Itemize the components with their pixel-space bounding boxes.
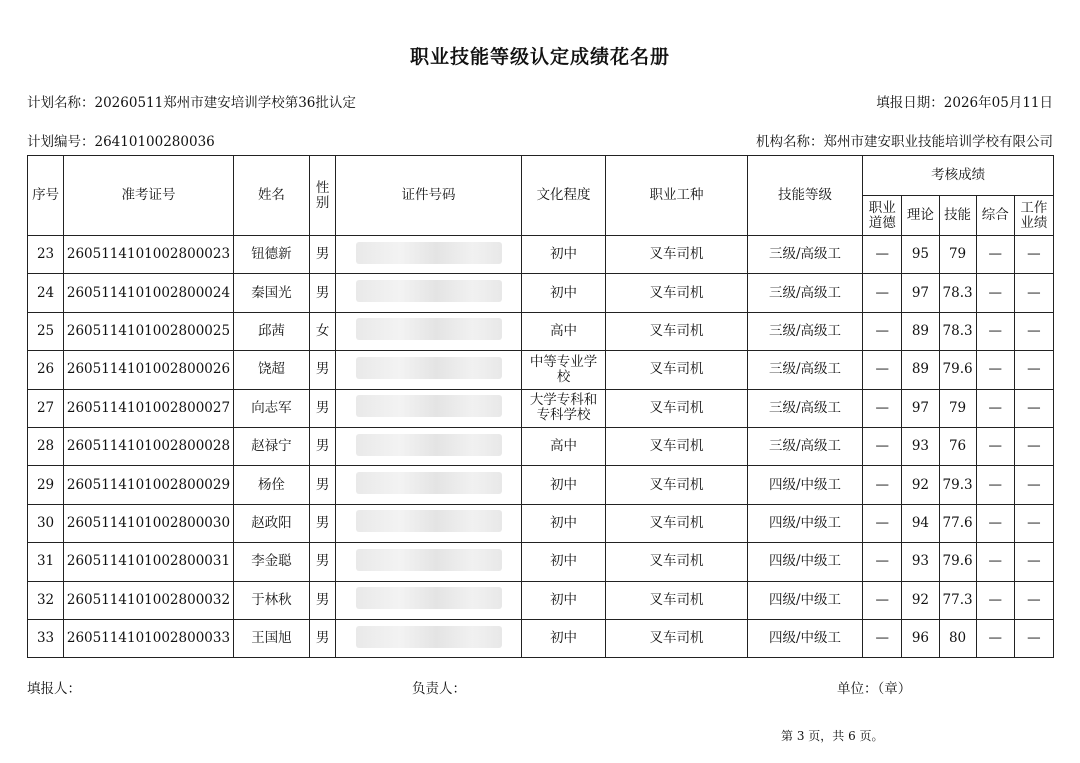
redacted-id-block <box>356 587 502 609</box>
education-cell: 初中 <box>521 466 605 504</box>
skill-level-cell: 三级/高级工 <box>747 312 862 350</box>
table-row <box>28 236 1054 274</box>
gender-cell: 男 <box>310 504 336 542</box>
score-table <box>27 155 1054 658</box>
work-score-cell: — <box>1014 543 1053 581</box>
filler-label: 填报人： <box>27 681 81 697</box>
skill-score-cell: 79.6 <box>939 351 976 389</box>
work-score-cell: — <box>1014 274 1053 312</box>
theory-score-cell: 95 <box>902 236 939 274</box>
name-cell: 秦国光 <box>233 274 309 312</box>
table-row <box>28 466 1054 504</box>
header-ethics: 职业道德 <box>863 196 902 236</box>
report-date: 填报日期：2026年05月11日 <box>876 95 1053 111</box>
education-cell: 大学专科和专科学校 <box>521 389 605 427</box>
seq-cell: 31 <box>28 543 64 581</box>
name-cell: 赵政阳 <box>233 504 309 542</box>
name-cell: 杨佺 <box>233 466 309 504</box>
occupation-cell: 叉车司机 <box>606 543 748 581</box>
theory-score-cell: 97 <box>902 274 939 312</box>
theory-score-cell: 92 <box>902 466 939 504</box>
name-cell: 饶超 <box>233 351 309 389</box>
id-no-cell <box>336 312 522 350</box>
id-no-cell <box>336 581 522 619</box>
occupation-cell: 叉车司机 <box>606 312 748 350</box>
table-row <box>28 504 1054 542</box>
skill-level-cell: 四级/中级工 <box>747 581 862 619</box>
occupation-cell: 叉车司机 <box>606 427 748 465</box>
header-overall: 综合 <box>976 196 1014 236</box>
seq-cell: 30 <box>28 504 64 542</box>
education-cell: 初中 <box>521 543 605 581</box>
id-no-cell <box>336 504 522 542</box>
occupation-cell: 叉车司机 <box>606 389 748 427</box>
seq-cell: 25 <box>28 312 64 350</box>
name-cell: 邱茜 <box>233 312 309 350</box>
header-seq: 序号 <box>28 156 64 236</box>
name-cell: 向志军 <box>233 389 309 427</box>
seq-cell: 33 <box>28 619 64 657</box>
redacted-id-block <box>356 280 502 302</box>
overall-score-cell: — <box>976 236 1014 274</box>
education-cell: 高中 <box>521 312 605 350</box>
occupation-cell: 叉车司机 <box>606 351 748 389</box>
occupation-cell: 叉车司机 <box>606 504 748 542</box>
header-occupation: 职业工种 <box>606 156 748 236</box>
exam-no-cell: 2605114101002800033 <box>64 619 234 657</box>
table-row <box>28 351 1054 389</box>
seq-cell: 29 <box>28 466 64 504</box>
skill-score-cell: 76 <box>939 427 976 465</box>
education-cell: 中等专业学校 <box>521 351 605 389</box>
exam-no-cell: 2605114101002800032 <box>64 581 234 619</box>
table-row <box>28 312 1054 350</box>
overall-score-cell: — <box>976 312 1014 350</box>
work-score-cell: — <box>1014 389 1053 427</box>
header-skill: 技能 <box>939 196 976 236</box>
theory-score-cell: 97 <box>902 389 939 427</box>
exam-no-cell: 2605114101002800027 <box>64 389 234 427</box>
id-no-cell <box>336 427 522 465</box>
skill-score-cell: 77.6 <box>939 504 976 542</box>
plan-name: 计划名称：20260511郑州市建安培训学校第36批认定 <box>27 95 356 111</box>
exam-no-cell: 2605114101002800031 <box>64 543 234 581</box>
theory-score-cell: 89 <box>902 312 939 350</box>
gender-cell: 男 <box>310 236 336 274</box>
work-score-cell: — <box>1014 312 1053 350</box>
header-row <box>28 156 1054 196</box>
ethics-score-cell: — <box>863 312 902 350</box>
work-score-cell: — <box>1014 236 1053 274</box>
gender-cell: 男 <box>310 351 336 389</box>
gender-cell: 女 <box>310 312 336 350</box>
overall-score-cell: — <box>976 619 1014 657</box>
gender-cell: 男 <box>310 274 336 312</box>
responsible-label: 负责人： <box>412 681 466 697</box>
exam-no-cell: 2605114101002800025 <box>64 312 234 350</box>
name-cell: 李金聪 <box>233 543 309 581</box>
work-score-cell: — <box>1014 619 1053 657</box>
overall-score-cell: — <box>976 274 1014 312</box>
table-row <box>28 619 1054 657</box>
name-cell: 王国旭 <box>233 619 309 657</box>
overall-score-cell: — <box>976 351 1014 389</box>
ethics-score-cell: — <box>863 466 902 504</box>
theory-score-cell: 92 <box>902 581 939 619</box>
table-row <box>28 274 1054 312</box>
skill-level-cell: 三级/高级工 <box>747 274 862 312</box>
page-number: 第 3 页，共 6 页。 <box>781 729 884 743</box>
ethics-score-cell: — <box>863 581 902 619</box>
overall-score-cell: — <box>976 581 1014 619</box>
education-cell: 高中 <box>521 427 605 465</box>
plan-number: 计划编号：26410100280036 <box>27 134 215 150</box>
id-no-cell <box>336 619 522 657</box>
work-score-cell: — <box>1014 581 1053 619</box>
header-gender: 性别 <box>310 156 336 236</box>
skill-level-cell: 三级/高级工 <box>747 427 862 465</box>
seq-cell: 24 <box>28 274 64 312</box>
gender-cell: 男 <box>310 581 336 619</box>
table-row <box>28 427 1054 465</box>
redacted-id-block <box>356 510 502 532</box>
seq-cell: 23 <box>28 236 64 274</box>
education-cell: 初中 <box>521 274 605 312</box>
overall-score-cell: — <box>976 543 1014 581</box>
header-education: 文化程度 <box>521 156 605 236</box>
redacted-id-block <box>356 242 502 264</box>
gender-cell: 男 <box>310 389 336 427</box>
skill-score-cell: 79 <box>939 236 976 274</box>
work-score-cell: — <box>1014 351 1053 389</box>
education-cell: 初中 <box>521 236 605 274</box>
skill-score-cell: 78.3 <box>939 312 976 350</box>
occupation-cell: 叉车司机 <box>606 619 748 657</box>
redacted-id-block <box>356 549 502 571</box>
seq-cell: 32 <box>28 581 64 619</box>
header-exam-no: 准考证号 <box>64 156 234 236</box>
id-no-cell <box>336 389 522 427</box>
ethics-score-cell: — <box>863 236 902 274</box>
name-cell: 于林秋 <box>233 581 309 619</box>
exam-no-cell: 2605114101002800024 <box>64 274 234 312</box>
redacted-id-block <box>356 626 502 648</box>
header-name: 姓名 <box>233 156 309 236</box>
redacted-id-block <box>356 472 502 494</box>
exam-no-cell: 2605114101002800030 <box>64 504 234 542</box>
skill-level-cell: 四级/中级工 <box>747 466 862 504</box>
header-theory: 理论 <box>902 196 939 236</box>
header-work: 工作业绩 <box>1014 196 1053 236</box>
name-cell: 钮德新 <box>233 236 309 274</box>
skill-score-cell: 79 <box>939 389 976 427</box>
theory-score-cell: 94 <box>902 504 939 542</box>
work-score-cell: — <box>1014 466 1053 504</box>
ethics-score-cell: — <box>863 351 902 389</box>
skill-score-cell: 79.3 <box>939 466 976 504</box>
gender-cell: 男 <box>310 466 336 504</box>
organization-name: 机构名称：郑州市建安职业技能培训学校有限公司 <box>756 134 1053 150</box>
exam-no-cell: 2605114101002800029 <box>64 466 234 504</box>
table-row <box>28 543 1054 581</box>
exam-no-cell: 2605114101002800028 <box>64 427 234 465</box>
gender-cell: 男 <box>310 543 336 581</box>
skill-level-cell: 三级/高级工 <box>747 389 862 427</box>
ethics-score-cell: — <box>863 504 902 542</box>
exam-no-cell: 2605114101002800023 <box>64 236 234 274</box>
education-cell: 初中 <box>521 619 605 657</box>
exam-no-cell: 2605114101002800026 <box>64 351 234 389</box>
table-row <box>28 389 1054 427</box>
ethics-score-cell: — <box>863 427 902 465</box>
work-score-cell: — <box>1014 427 1053 465</box>
ethics-score-cell: — <box>863 274 902 312</box>
occupation-cell: 叉车司机 <box>606 236 748 274</box>
theory-score-cell: 96 <box>902 619 939 657</box>
seq-cell: 27 <box>28 389 64 427</box>
id-no-cell <box>336 351 522 389</box>
skill-score-cell: 77.3 <box>939 581 976 619</box>
overall-score-cell: — <box>976 427 1014 465</box>
skill-level-cell: 四级/中级工 <box>747 504 862 542</box>
ethics-score-cell: — <box>863 543 902 581</box>
skill-level-cell: 三级/高级工 <box>747 351 862 389</box>
page-title: 职业技能等级认定成绩花名册 <box>409 46 670 68</box>
redacted-id-block <box>356 395 502 417</box>
seq-cell: 26 <box>28 351 64 389</box>
id-no-cell <box>336 236 522 274</box>
occupation-cell: 叉车司机 <box>606 581 748 619</box>
education-cell: 初中 <box>521 581 605 619</box>
skill-score-cell: 78.3 <box>939 274 976 312</box>
education-cell: 初中 <box>521 504 605 542</box>
redacted-id-block <box>356 318 502 340</box>
skill-level-cell: 三级/高级工 <box>747 236 862 274</box>
unit-stamp-label: 单位：（章） <box>837 681 912 697</box>
skill-level-cell: 四级/中级工 <box>747 543 862 581</box>
skill-score-cell: 80 <box>939 619 976 657</box>
occupation-cell: 叉车司机 <box>606 274 748 312</box>
overall-score-cell: — <box>976 466 1014 504</box>
overall-score-cell: — <box>976 389 1014 427</box>
id-no-cell <box>336 466 522 504</box>
header-id-no: 证件号码 <box>336 156 522 236</box>
redacted-id-block <box>356 434 502 456</box>
table-row <box>28 581 1054 619</box>
id-no-cell <box>336 274 522 312</box>
theory-score-cell: 93 <box>902 543 939 581</box>
seq-cell: 28 <box>28 427 64 465</box>
overall-score-cell: — <box>976 504 1014 542</box>
ethics-score-cell: — <box>863 619 902 657</box>
id-no-cell <box>336 543 522 581</box>
name-cell: 赵禄宁 <box>233 427 309 465</box>
header-skill-level: 技能等级 <box>747 156 862 236</box>
theory-score-cell: 89 <box>902 351 939 389</box>
redacted-id-block <box>356 357 502 379</box>
skill-level-cell: 四级/中级工 <box>747 619 862 657</box>
occupation-cell: 叉车司机 <box>606 466 748 504</box>
ethics-score-cell: — <box>863 389 902 427</box>
gender-cell: 男 <box>310 427 336 465</box>
theory-score-cell: 93 <box>902 427 939 465</box>
skill-score-cell: 79.6 <box>939 543 976 581</box>
gender-cell: 男 <box>310 619 336 657</box>
work-score-cell: — <box>1014 504 1053 542</box>
header-scores: 考核成绩 <box>863 156 1054 196</box>
